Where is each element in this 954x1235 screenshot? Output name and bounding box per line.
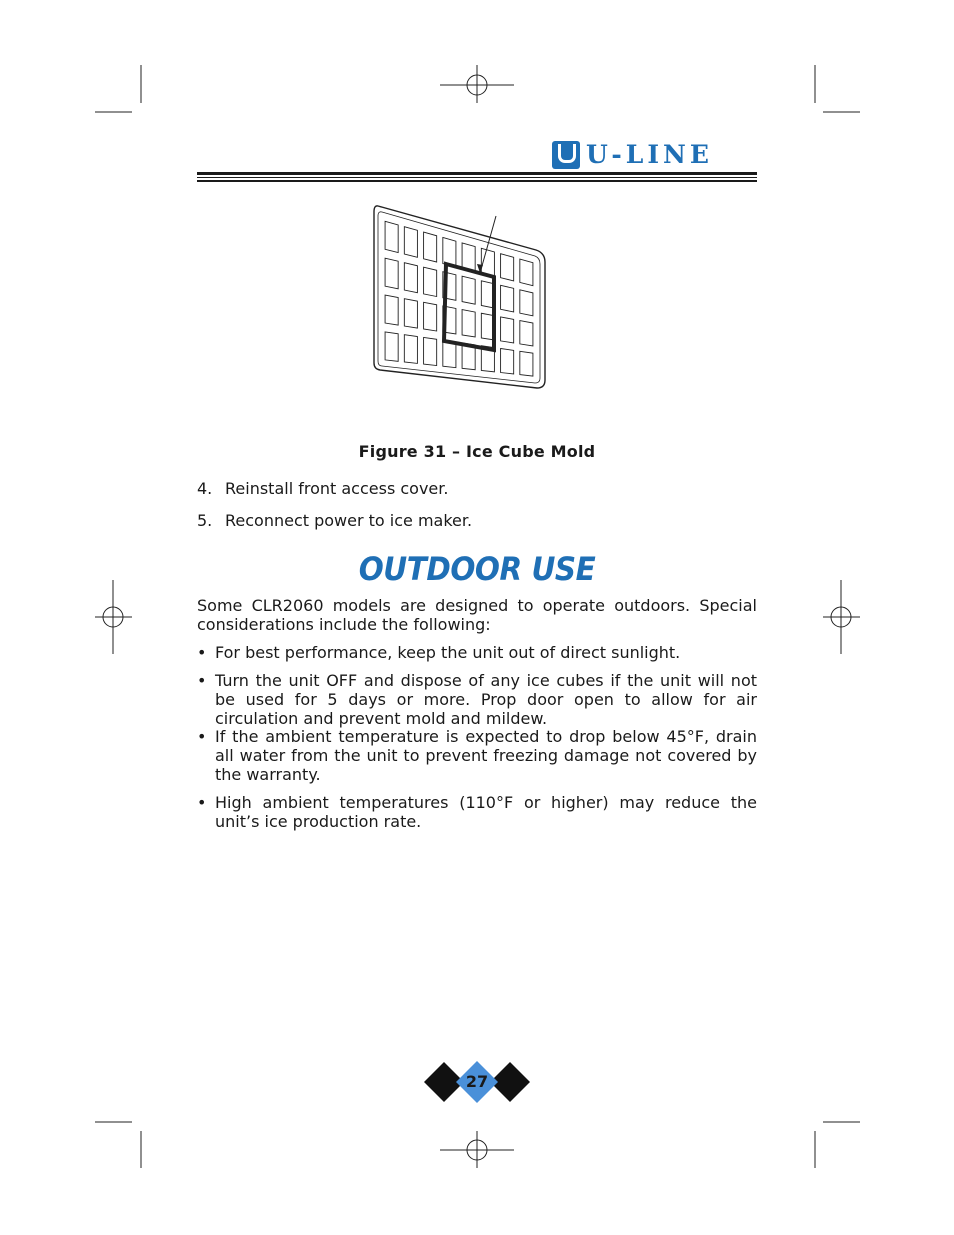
bullet-dot: • bbox=[197, 793, 207, 812]
brand-logo bbox=[552, 140, 713, 170]
step-item bbox=[197, 511, 472, 530]
bullet-text: High ambient temperatures (110°F or higher) may reduce the unit’s ice production rate. bbox=[215, 793, 757, 831]
mold-cell bbox=[385, 258, 398, 289]
bullet-dot: • bbox=[197, 671, 207, 690]
mold-cell bbox=[520, 321, 533, 346]
bullet-text: For best performance, keep the unit out of direct sunlight. bbox=[215, 643, 681, 662]
step-text: Reinstall front access cover. bbox=[225, 479, 449, 498]
bullet-text: If the ambient temperature is expected to drop below 45°F, drain all water from the unit to prevent freezing damage not covered by the warranty. bbox=[215, 727, 757, 784]
header-rule-thin bbox=[197, 177, 757, 178]
page-number: 27 bbox=[465, 1072, 489, 1091]
bullet-item bbox=[197, 727, 757, 784]
mold-cell bbox=[385, 221, 398, 252]
mold-cell bbox=[520, 351, 533, 376]
step-number: 4. bbox=[197, 479, 213, 498]
bullet-item bbox=[197, 643, 757, 662]
mold-cell bbox=[424, 337, 437, 365]
step-text: Reconnect power to ice maker. bbox=[225, 511, 473, 530]
mold-cell bbox=[520, 290, 533, 316]
mold-cell bbox=[501, 285, 514, 312]
bullet-item bbox=[197, 793, 757, 831]
mold-cell bbox=[385, 295, 398, 325]
mold-cell bbox=[462, 310, 475, 337]
brand-name: U-LINE bbox=[586, 140, 713, 169]
mold-cell bbox=[520, 259, 533, 286]
mold-cell bbox=[462, 276, 475, 304]
mold-cell bbox=[424, 267, 437, 296]
mold-cell bbox=[501, 317, 514, 343]
bullet-text: Turn the unit OFF and dispose of any ice cubes if the unit will not be used for 5 days or more. Prop door open to allow for air circulation and prevent mold and mildew. bbox=[215, 671, 757, 728]
mold-cell bbox=[404, 299, 417, 328]
step-number: 5. bbox=[197, 511, 213, 530]
mold-cell bbox=[385, 332, 398, 361]
bullet-dot: • bbox=[197, 643, 207, 662]
bullet-item bbox=[197, 671, 757, 728]
mold-cell bbox=[404, 335, 417, 364]
header-rule-bottom bbox=[197, 180, 757, 182]
figure-caption: Figure 31 – Ice Cube Mold bbox=[358, 442, 596, 461]
section-heading: OUTDOOR USE bbox=[358, 550, 596, 588]
header-rule bbox=[197, 172, 757, 175]
step-item bbox=[197, 479, 448, 498]
bullet-dot: • bbox=[197, 727, 207, 746]
brand-logo-icon bbox=[552, 141, 580, 169]
mold-cell bbox=[501, 349, 514, 374]
mold-cell bbox=[404, 227, 417, 258]
ice-cube-mold-illustration bbox=[370, 200, 555, 395]
mold-cell bbox=[501, 254, 514, 281]
mold-cell bbox=[424, 232, 437, 262]
mold-cell bbox=[404, 263, 417, 293]
mold-cell bbox=[424, 302, 437, 331]
section-intro: Some CLR2060 models are designed to operate outdoors. Special considerations include the following: bbox=[197, 596, 757, 634]
